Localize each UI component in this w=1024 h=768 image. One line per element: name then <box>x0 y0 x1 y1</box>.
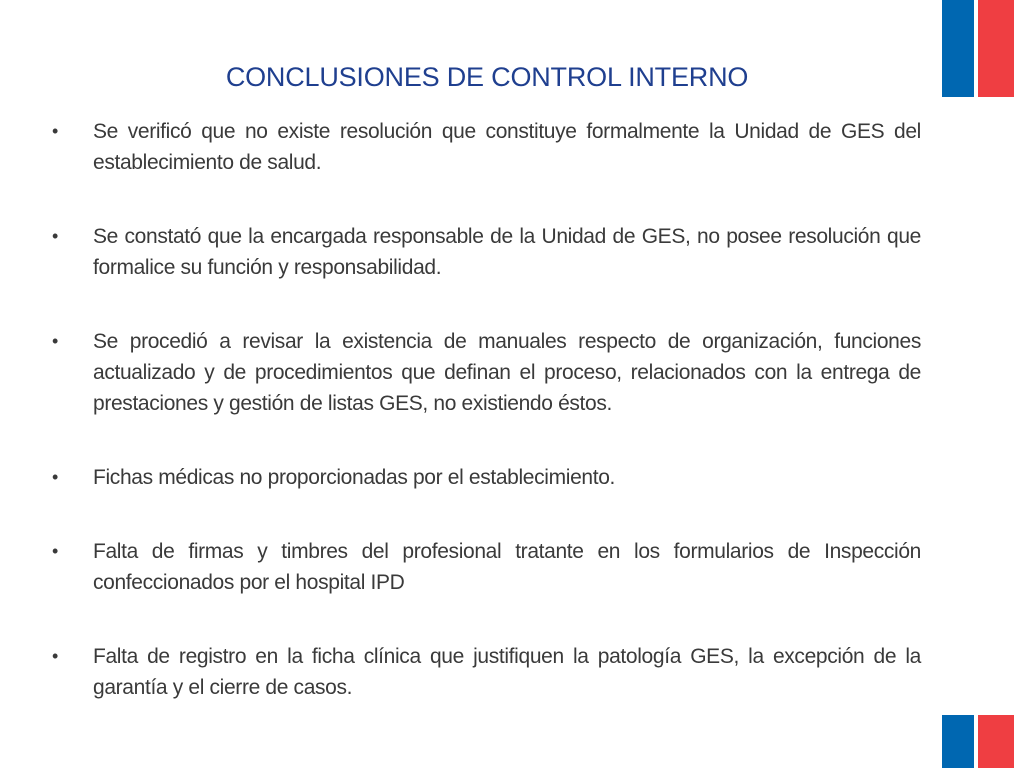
flag-decoration-bottom <box>942 715 1014 768</box>
bullet-item <box>50 536 921 598</box>
flag-red-stripe <box>978 0 1014 97</box>
bullet-item <box>50 326 921 419</box>
bullet-list <box>50 116 921 703</box>
bullet-text: Se verificó que no existe resolución que constituye formalmente la Unidad de GES del establecimiento de salud. <box>93 120 921 174</box>
bullet-text: Falta de firmas y timbres del profesional tratante en los formularios de Inspección confeccionados por el hospital IPD <box>93 540 921 594</box>
bullet-icon: • <box>52 331 59 351</box>
bullet-item <box>50 116 921 178</box>
bullet-text: Se procedió a revisar la existencia de manuales respecto de organización, funciones actualizado y de procedimientos que definan el proceso, relacionados con la entrega de prestaciones y gestión de listas GES, no existiendo éstos. <box>93 330 921 415</box>
bullet-icon: • <box>52 541 59 561</box>
flag-decoration-top <box>942 0 1014 97</box>
bullet-item <box>50 641 921 703</box>
flag-blue-stripe <box>942 715 974 768</box>
bullet-item <box>50 221 921 283</box>
bullet-icon: • <box>52 467 59 487</box>
bullet-icon: • <box>52 646 59 666</box>
bullet-icon: • <box>52 226 59 246</box>
bullet-icon: • <box>52 121 59 141</box>
slide-title: CONCLUSIONES DE CONTROL INTERNO <box>225 62 749 92</box>
flag-blue-stripe <box>942 0 974 97</box>
bullet-text: Fichas médicas no proporcionadas por el establecimiento. <box>93 466 616 489</box>
bullet-text: Falta de registro en la ficha clínica que justifiquen la patología GES, la excepción de la garantía y el cierre de casos. <box>93 645 921 699</box>
bullet-text: Se constató que la encargada responsable de la Unidad de GES, no posee resolución que formalice su función y responsabilidad. <box>93 225 921 279</box>
bullet-item <box>50 462 921 493</box>
flag-red-stripe <box>978 715 1014 768</box>
